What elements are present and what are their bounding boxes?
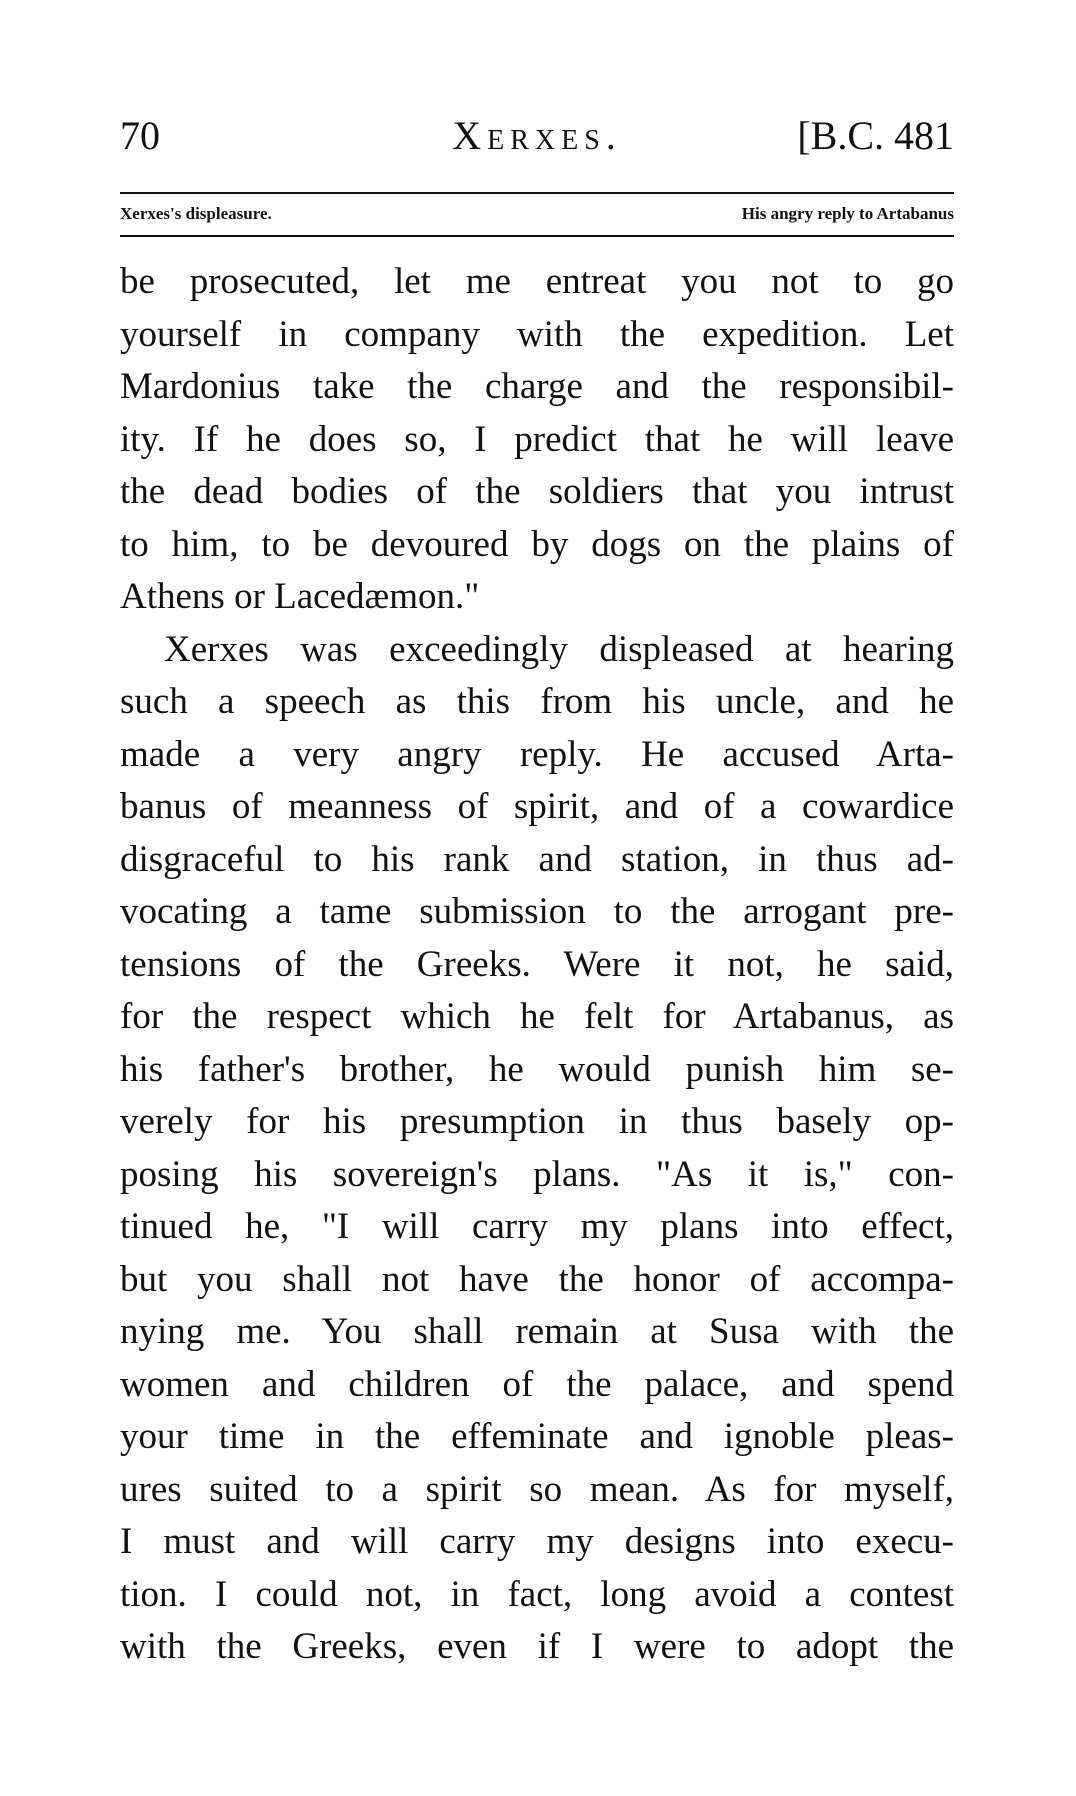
- text-line: such a speech as this from his uncle, and he: [120, 681, 954, 722]
- text-line: yourself in company with the expedition. Let: [120, 313, 954, 355]
- text-line: nying me. You shall remain at Susa with the: [120, 1311, 954, 1352]
- text-line: his father's brother, he would punish him se-: [120, 1048, 954, 1090]
- text-line: but you shall not have the honor of accompa-: [120, 1258, 954, 1300]
- text-line: women and children of the palace, and spend: [120, 1363, 954, 1405]
- text-line: made a very angry reply. He accused Arta-: [120, 733, 954, 775]
- running-head: [120, 108, 954, 164]
- text-line: vocating a tame submission to the arrogant pre-: [120, 891, 954, 932]
- page-number: 70: [120, 113, 160, 158]
- text-line: Athens or Lacedæmon.": [120, 576, 480, 617]
- text-line: Xerxes was exceedingly displeased at hearing: [164, 628, 954, 670]
- topic-left: Xerxes's displeasure.: [120, 204, 272, 223]
- text-line: banus of meanness of spirit, and of a cowardice: [120, 786, 954, 827]
- text-line: ity. If he does so, I predict that he will leave: [120, 418, 954, 460]
- text-line: the dead bodies of the soldiers that you intrust: [120, 471, 954, 512]
- running-title: Xerxes.: [452, 113, 622, 158]
- text-line: be prosecuted, let me entreat you not to go: [120, 261, 954, 302]
- text-line: Mardonius take the charge and the responsibil-: [120, 366, 954, 407]
- body-text: [120, 256, 954, 1674]
- topic-right: His angry reply to Artabanus: [741, 204, 954, 223]
- date-tag: [B.C. 481: [797, 113, 954, 158]
- header-rule-top: [120, 192, 954, 194]
- text-line: I must and will carry my designs into execu-: [120, 1521, 954, 1562]
- text-line: tion. I could not, in fact, long avoid a contest: [120, 1573, 954, 1615]
- text-line: your time in the effeminate and ignoble pleas-: [120, 1416, 954, 1457]
- text-line: disgraceful to his rank and station, in thus ad-: [120, 838, 954, 880]
- text-line: with the Greeks, even if I were to adopt the: [120, 1626, 954, 1667]
- header-rule-bottom: [120, 235, 954, 237]
- text-line: for the respect which he felt for Artabanus, as: [120, 996, 954, 1037]
- text-line: tinued he, "I will carry my plans into effect,: [120, 1206, 954, 1247]
- text-line: verely for his presumption in thus basely op-: [120, 1101, 954, 1142]
- text-line: ures suited to a spirit so mean. As for myself,: [120, 1468, 954, 1510]
- text-line: to him, to be devoured by dogs on the plains of: [120, 523, 954, 565]
- text-line: posing his sovereign's plans. "As it is," con-: [120, 1153, 954, 1195]
- text-line: tensions of the Greeks. Were it not, he said,: [120, 943, 954, 985]
